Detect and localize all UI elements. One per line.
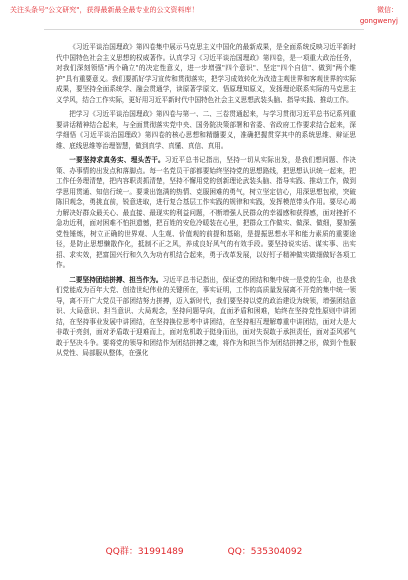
- paragraph-text: 习近平总书记指出，坚持一切从实际出发，是我们想问题、作决策、办事情的出发点和落脚点。每一名党员干部都要始终坚持党的思想路线，把思想认识统一起来，把工作任务理清楚，把内容职责抓清楚，坚持不懈用党的创新理论武装头脑、指导实践、推动工作，做到学思用贯通、知信行统一。要秉出饱满的热情、克服困难的勇气，树立坚定信心，用深思想包袱，突破陈旧观念，勇挑直前，锐意进取，进行复合基层工作实践的规律和实践，发挥模范带头作用。要尽心竭力解决好群众最关心、最直接、最现实的利益问题，不断增强人民群众的幸福感和获得感，面对挫折不急功近利，面对困难不怕担遗憾，把百姓的安危冷暖装在心里，把群众工作做实、做深、做细，要加强党性锤炼，树立正确的世界观、人生观、价值观的前提和基础，是提振思想水平和能力素质的重要途径，是防止思想懒散作化，抵制不正之风，养成良好风气的有效手段。要坚持说实话、谋实事、出实招、求实效，把富国兴行和久久为功有机结合起来，勇于改革发展，以好钉子精神做实做细做好各项工作。: [56, 156, 356, 269]
- paragraph-1: [56, 42, 356, 105]
- wechat-label: 微信：: [377, 6, 398, 14]
- paragraph-lead: 二要坚持团结拼搏、担当作为。: [69, 275, 163, 284]
- footer-qq: QQ：535304092: [227, 547, 303, 557]
- page-header: [0, 0, 408, 34]
- footer-qq-group: QQ群：31991489: [105, 547, 184, 557]
- paragraph-2: [56, 109, 356, 151]
- paragraph-4: [56, 275, 356, 359]
- paragraph-text: 习近平总书记指出，保证党的团结和集中统一是党的生命，也是我们党能成为百年大党、创造世纪伟业的关键所在，事实证明，工作的高质量发展离不开党的集中统一领导，离不开广大党员干部团结努力拼搏，迈入新时代，我们要坚持以党的政治建设为统领，增强团结意识、大局意识、担当意识、大局观念，坚持问题导向，直面矛盾和困难，始终在坚持党性原则中讲团结，在坚持事业发展中讲团结，在坚持换位思考中讲团结，在坚持相互理解尊重中讲团结，面对大是大非敢于亮剑，面对矛盾敢于迎难而上，面对危机敢于挺身而出，面对失误敢于承担责任，面对歪风邪气敢于坚决斗争。要将党的领导和团结作为团结拼搏之魂，将作为和担当作为团结拼搏之形，做到个性服从党性、局部服从整体，在强化: [56, 275, 356, 357]
- page-footer: [0, 544, 408, 562]
- paragraph-3: [56, 155, 356, 271]
- paragraph-lead: 一要坚持求真务实、埋头苦干。: [69, 156, 165, 164]
- paragraph-text: 把学习《习近平谈治国理政》第四卷与第一、二、三卷贯通起来，与学习贯彻习近平总书记系列重要讲话精神结合起来，与全面贯彻落实党中央、国务院决策部署和省委、省政府工作要求结合起来，深学细悟《习近平谈治国理政》第四卷的核心思想和精髓要义，准确把握贯穿其中的系统思维、辩证思维、底线思维等治理智慧，做到真学、真懂、真信、真用。: [56, 110, 356, 150]
- document-body: [56, 42, 356, 538]
- header-line: [10, 5, 398, 15]
- paragraph-text: 《习近平谈治国理政》第四卷集中展示马克思主义中国化的最新成果，是全面系统反映习近平新时代中国特色社会主义思想的权威著作。认真学习《习近平谈治国理政》第四卷，是一项重大政治任务，对我们深刻领悟"两个确立"的决定性意义，进一步增强"四个意识"、坚定"四个自信"、做到"两个维护"具有重要意义。我们要抓好学习宣传和贯彻落实，把学习成效转化为改造主观世界和客观世界的实际成果，要坚持全面系统学、融会贯通学，读原著学原文、悟原理知原义，发扬理论联系实际的马克思主义学风，结合工作实际，更好用习近平新时代中国特色社会主义思想武装头脑、指导实践、推动工作。: [56, 43, 356, 104]
- wechat-id: gongwenyj: [359, 17, 398, 25]
- header-divider: [44, 29, 364, 30]
- header-notice: 关注头条号"公文研究"，获得最新最全最专业的公文资料库！: [10, 6, 199, 14]
